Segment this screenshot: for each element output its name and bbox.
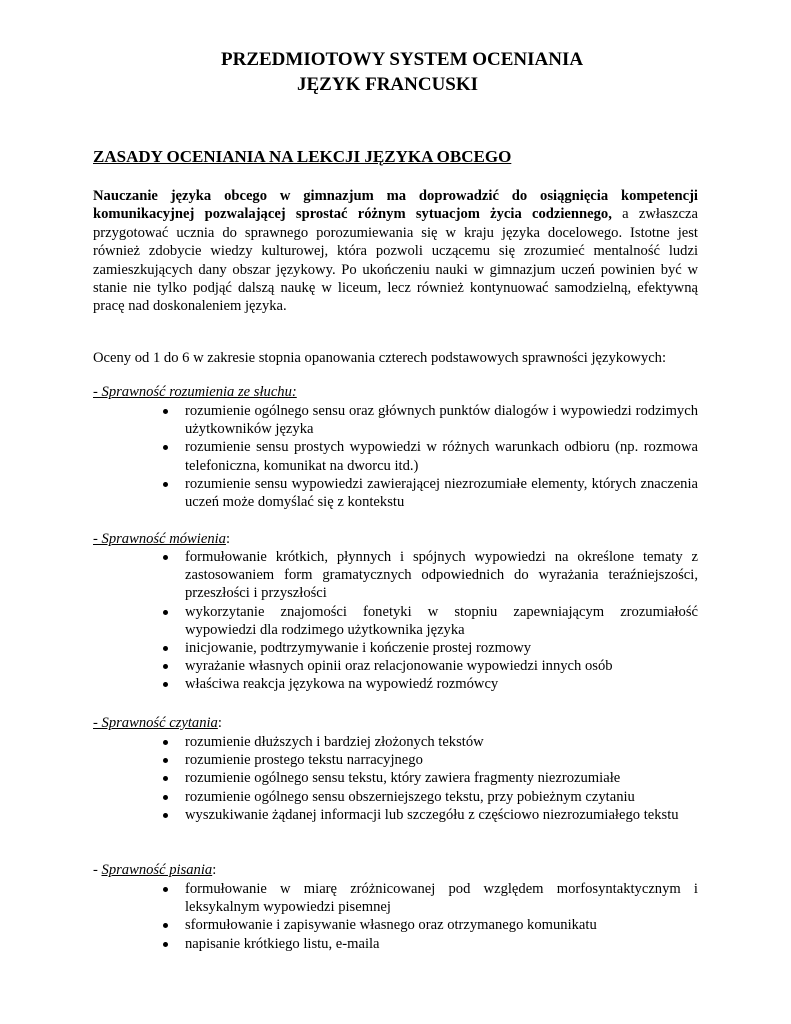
list-item-text: rozumienie prostego tekstu narracyjnego [185,752,423,769]
list-item-text: rozumienie sensu prostych wypowiedzi w różnych warunkach odbioru (np. rozmowa telefoniczna, komunikat na dworcu itd.) [185,439,698,474]
bullet-icon [163,445,168,450]
bullet-icon [163,887,168,892]
section-prefix: - [93,715,102,731]
bullet-icon [163,923,168,928]
list-item [160,639,698,657]
list-item [160,548,698,603]
list-item [160,438,698,474]
list-item [160,402,698,438]
bullet-icon [163,942,168,947]
section-prefix: - [93,384,102,400]
speaking-skills-list [160,548,698,694]
bullet-icon [163,813,168,818]
section-label-reading [93,714,222,732]
list-item-text: napisanie krótkiego listu, e-maila [185,935,380,952]
grades-intro-paragraph: Oceny od 1 do 6 w zakresie stopnia opanowania czterech podstawowych sprawności językowych: [93,350,667,366]
bullet-icon [163,664,168,669]
list-item-text: formułowanie w miarę zróżnicowanej pod względem morfosyntaktycznym i leksykalnym wypowiedzi pisemnej [185,881,698,916]
intro-paragraph [93,187,698,316]
bullet-icon [163,682,168,687]
listening-skills-list [160,402,698,511]
intro-bold-text: Nauczanie języka obcego w gimnazjum ma doprowadzić do osiągnięcia kompetencji komunikacyjnej pozwalającej sprostać różnym sytuacjom życia codziennego, [93,188,698,223]
list-item-text: formułowanie krótkich, płynnych i spójnych wypowiedzi na określone tematy z zastosowaniem form gramatycznych odpowiednich do wyrażania teraźniejszości, przeszłości i przyszłości [185,549,698,602]
bullet-icon [163,740,168,745]
bullet-icon [163,409,168,414]
list-item [160,916,698,934]
section-prefix: - [93,531,102,547]
list-item [160,657,698,675]
list-item [160,733,698,751]
list-item [160,788,698,806]
list-item [160,603,698,639]
section-label-text: Sprawność rozumienia ze słuchu: [101,384,297,400]
section-label-listening [93,383,297,401]
bullet-icon [163,482,168,487]
list-item-text: sformułowanie i zapisywanie własnego oraz otrzymanego komunikatu [185,917,597,934]
writing-skills-list [160,880,698,953]
section-suffix: : [217,715,222,731]
list-item-text: wykorzytanie znajomości fonetyki w stopniu zapewniającym zrozumiałość wypowiedzi dla rodzimego użytkownika języka [185,603,698,638]
list-item-text: właściwa reakcja językowa na wypowiedź rozmówcy [185,676,499,693]
list-item-text: rozumienie ogólnego sensu obszerniejszego tekstu, przy pobieżnym czytaniu [185,788,635,805]
bullet-icon [163,610,168,615]
list-item [160,935,698,953]
bullet-icon [163,795,168,800]
section-heading: ZASADY OCENIANIA NA LEKCJI JĘZYKA OBCEGO [93,147,512,166]
section-label-text: Sprawność pisania [101,862,213,878]
document-title-line-2: JĘZYK FRANCUSKI [297,74,479,95]
list-item [160,475,698,511]
list-item [160,806,698,824]
list-item-text: rozumienie sensu wypowiedzi zawierającej niezrozumiałe elementy, których znaczenia uczeń może domyślać się z kontekstu [185,475,698,511]
bullet-icon [163,776,168,781]
section-suffix: : [212,862,217,878]
section-label-speaking [93,530,230,548]
bullet-icon [163,555,168,560]
list-item [160,769,698,787]
bullet-icon [163,758,168,763]
list-item-text: wyrażanie własnych opinii oraz relacjonowanie wypowiedzi innych osób [185,658,613,675]
section-label-text: Sprawność czytania [101,715,218,731]
section-label-writing [93,861,216,879]
list-item [160,675,698,693]
list-item-text: rozumienie ogólnego sensu tekstu, który zawiera fragmenty niezrozumiałe [185,770,621,787]
reading-skills-list [160,733,698,824]
list-item-text: inicjowanie, podtrzymywanie i kończenie prostej rozmowy [185,640,532,657]
section-suffix: : [225,531,231,547]
list-item-text: wyszukiwanie żądanej informacji lub szczegółu z częściowo niezrozumiałego tekstu [185,806,679,823]
list-item-text: rozumienie dłuższych i bardziej złożonych tekstów [185,734,484,750]
list-item-text: rozumienie ogólnego sensu oraz głównych punktów dialogów i wypowiedzi rodzimych użytkowników języka [185,403,698,438]
intro-body-text: a zwłaszcza przygotować ucznia do sprawnego porozumiewania się w kraju języka docelowego. Istotne jest również zdobycie wiedzy kulturowej, która pozwoli uczącemu się zrozumieć mentalność ludzi zamieszkujących dany obszar językowy. Po ukończeniu nauki w gimnazjum uczeń powinien być w stanie nie tylko podjąć dalszą naukę w liceum, lecz również kontynuować samodzielną, efektywną pracę nad doskonaleniem języka. [93,206,698,315]
document-title-line-1: PRZEDMIOTOWY SYSTEM OCENIANIA [221,49,584,70]
section-prefix: - [93,862,102,878]
bullet-icon [163,646,168,651]
list-item [160,880,698,916]
section-label-text: Sprawność mówienia [101,531,226,547]
list-item [160,751,698,769]
